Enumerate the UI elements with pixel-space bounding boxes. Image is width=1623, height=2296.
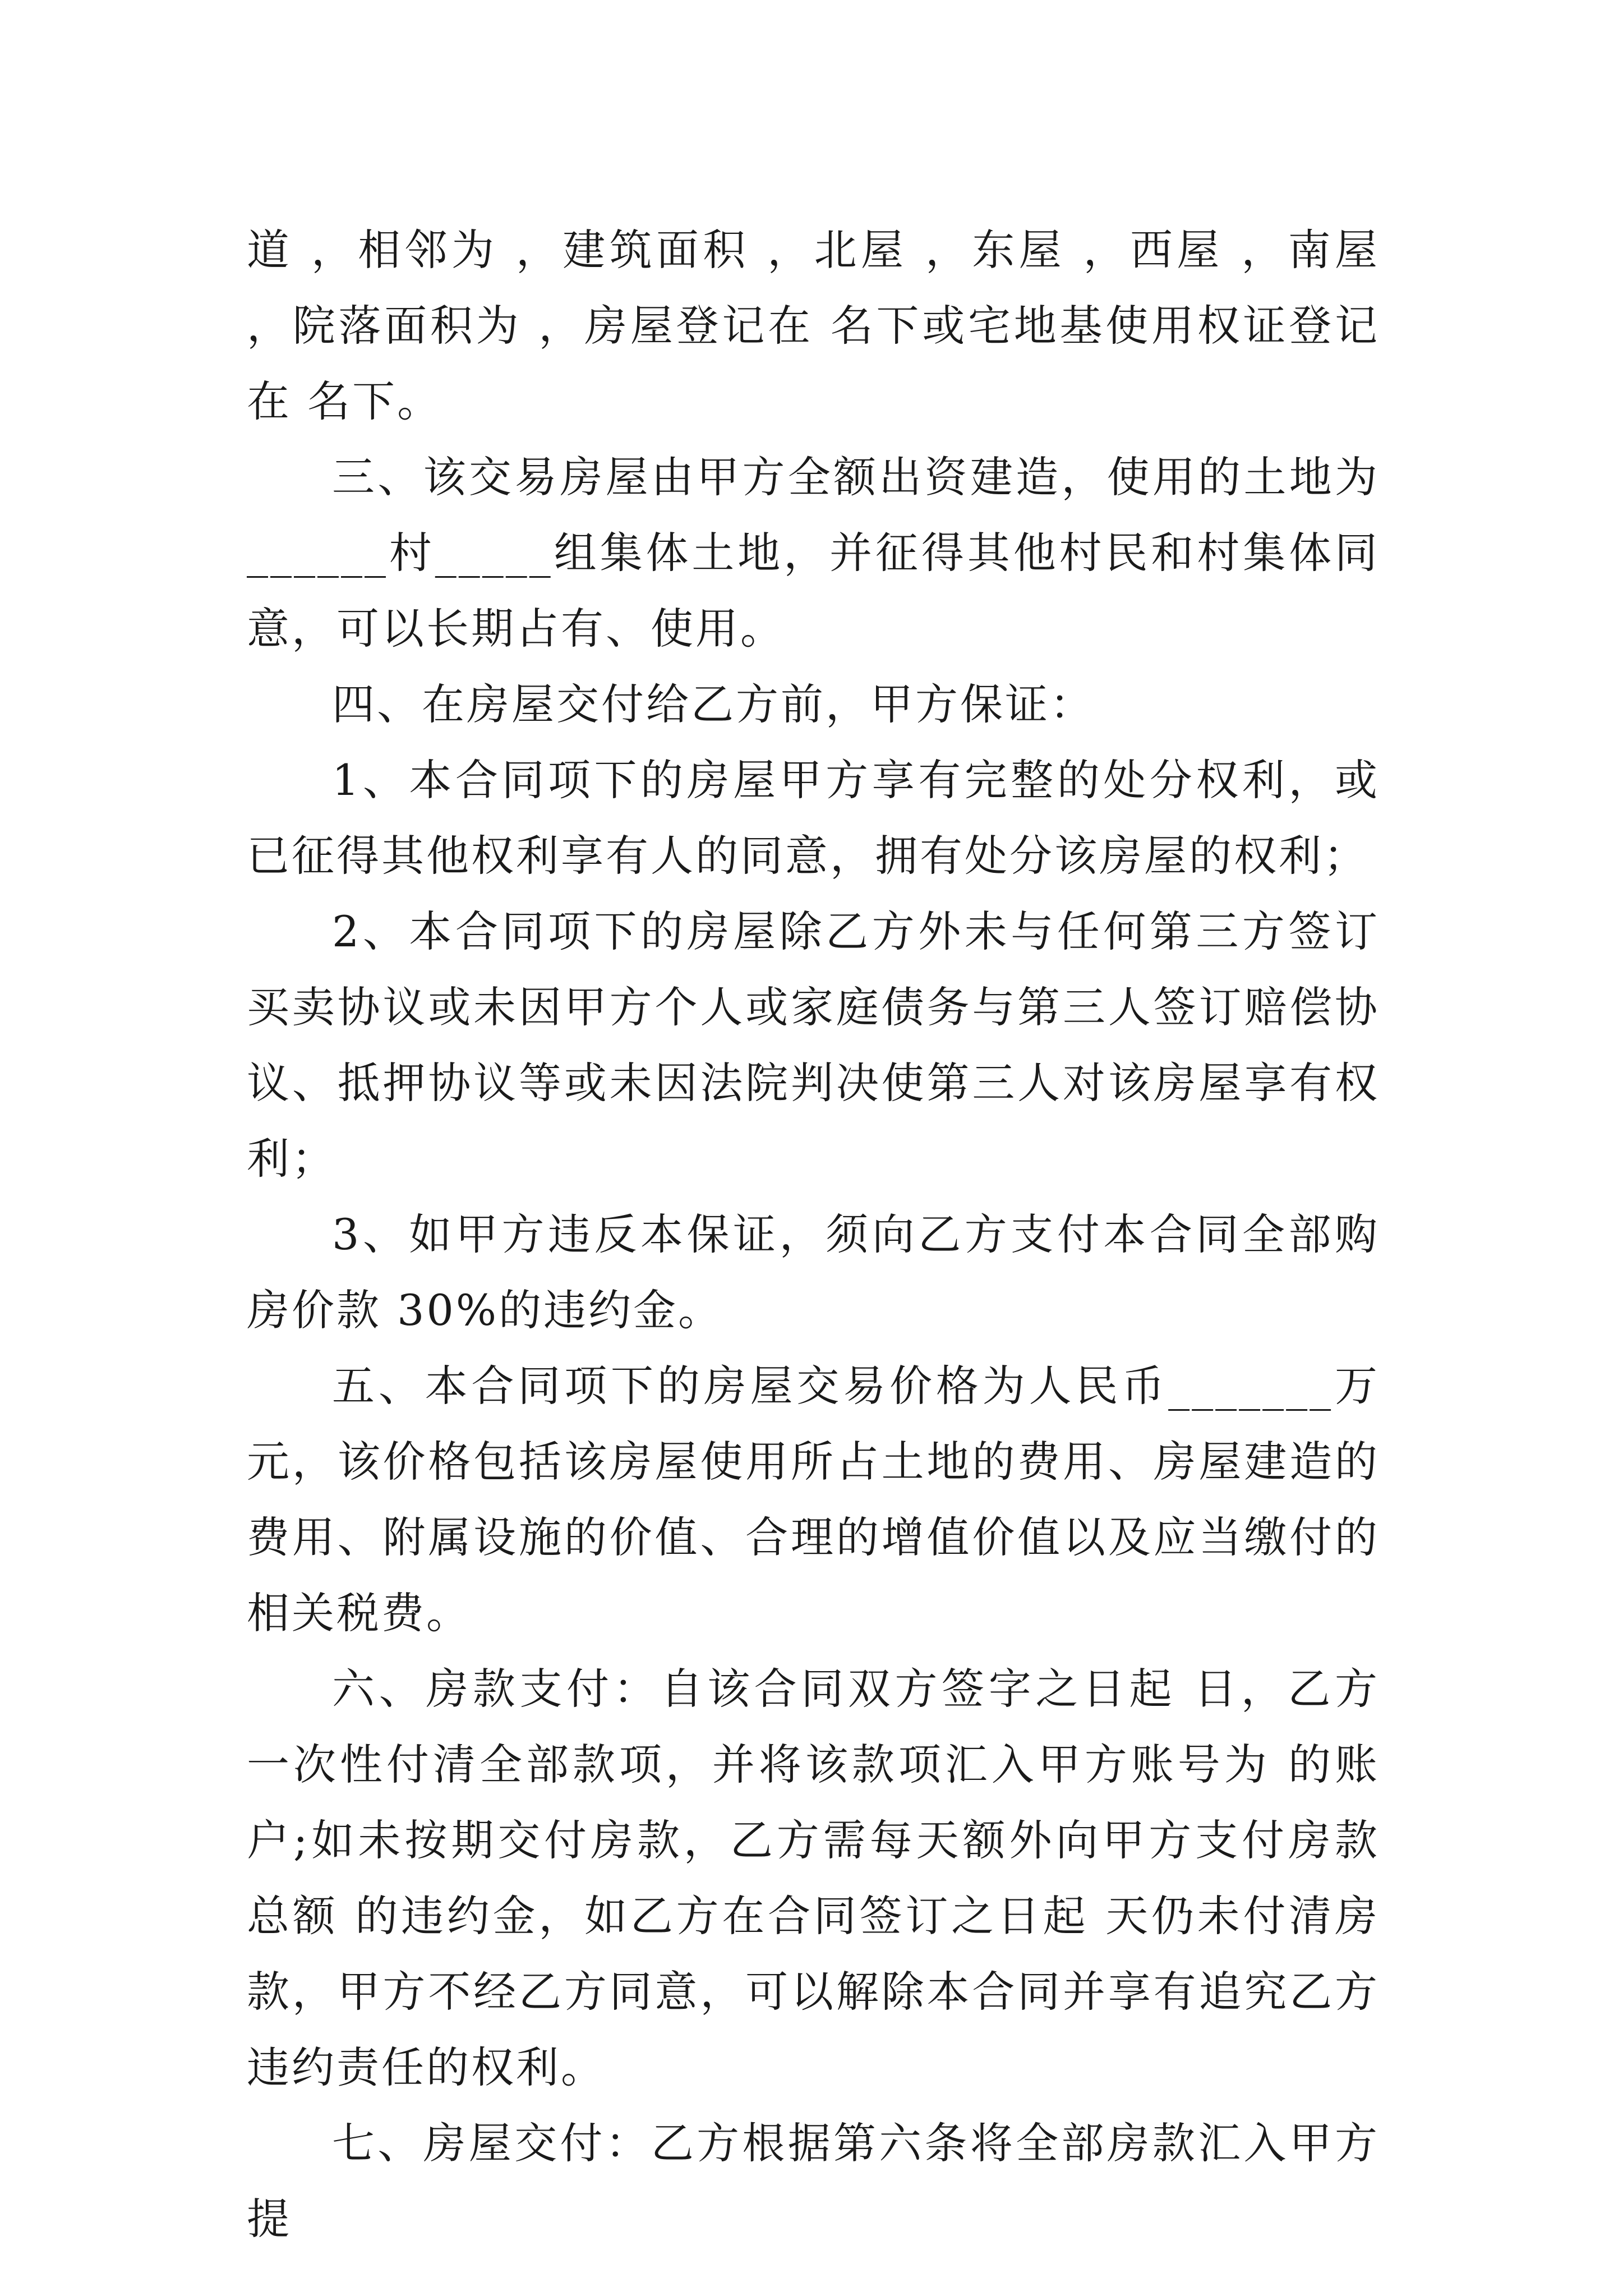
paragraph-property-description: 道 ，相邻为 ，建筑面积 ，北屋 ，东屋 ，西屋 ，南屋 ，院落面积为 ，房屋登记在 名下或宅地基使用权证登记在 名下。 (247, 225, 1380, 426)
paragraph-clause-4-item-3: 3、如甲方违反本保证，须向乙方支付本合同全部购房价款 30%的违约金。 (247, 1209, 1380, 1335)
document-body (247, 212, 1380, 2257)
paragraph-clause-7: 七、房屋交付：乙方根据第六条将全部房款汇入甲方提 (247, 2118, 1380, 2244)
paragraph-clause-4: 四、在房屋交付给乙方前，甲方保证： (332, 679, 1095, 729)
paragraph-clause-3: 三、该交易房屋由甲方全额出资建造，使用的土地为______村_____组集体土地，并征得其他村民和村集体同意，可以长期占有、使用。 (247, 452, 1380, 654)
paragraph-clause-4-item-2: 2、本合同项下的房屋除乙方外未与任何第三方签订买卖协议或未因甲方个人或家庭债务与第三人签订赔偿协议、抵押协议等或未因法院判决使第三人对该房屋享有权利； (247, 907, 1380, 1184)
paragraph-clause-5: 五、本合同项下的房屋交易价格为人民币_______万元，该价格包括该房屋使用所占土地的费用、房屋建造的费用、附属设施的价值、合理的增值价值以及应当缴付的相关税费。 (247, 1361, 1380, 1638)
paragraph-clause-4-item-1: 1、本合同项下的房屋甲方享有完整的处分权利，或已征得其他权利享有人的同意，拥有处分该房屋的权利； (247, 755, 1380, 881)
paragraph-clause-6: 六、房款支付：自该合同双方签字之日起 日，乙方一次性付清全部款项，并将该款项汇入甲方账号为 的账户;如未按期交付房款，乙方需每天额外向甲方支付房款总额 的违约金，如乙方在合同签订之日起 天仍未付清房款，甲方不经乙方同意，可以解除本合同并享有追究乙方违约责任的权利。 (247, 1664, 1380, 2092)
